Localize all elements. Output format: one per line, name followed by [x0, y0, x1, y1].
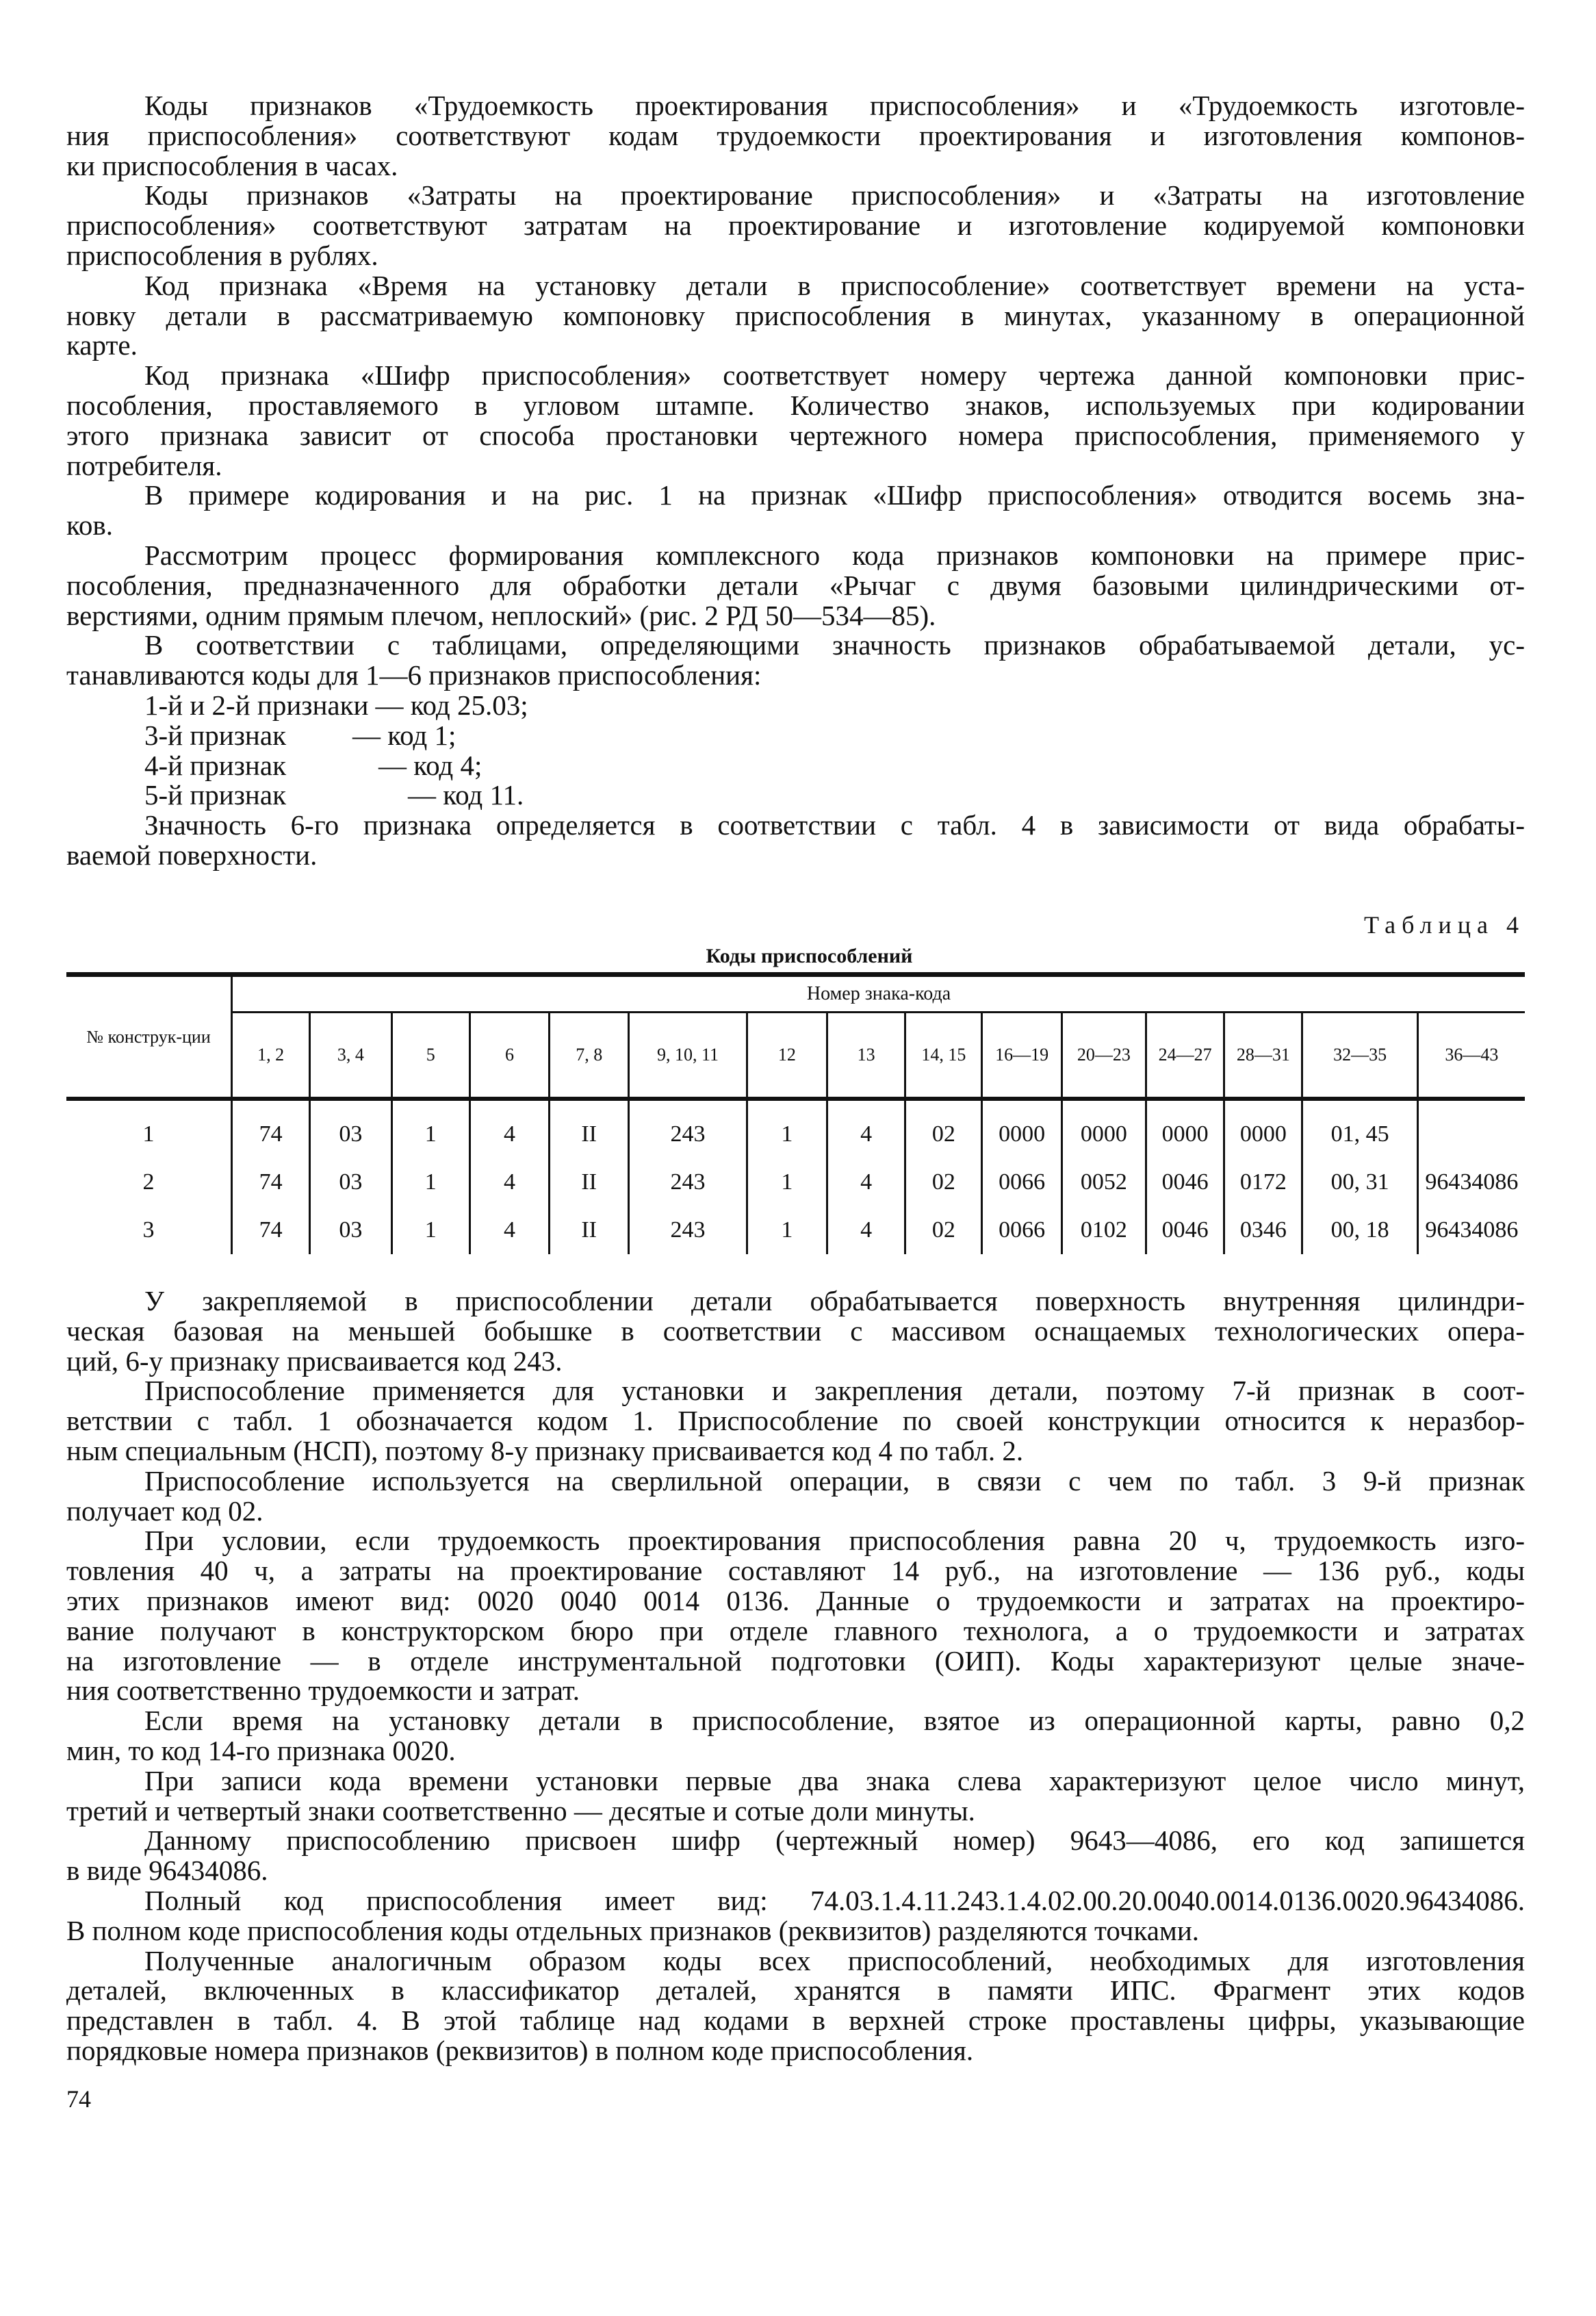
table-cell: 03: [310, 1099, 391, 1158]
table-cell: 4: [827, 1206, 905, 1254]
text-line: ций, 6-у признаку присваивается код 243.: [66, 1345, 563, 1377]
paragraph: [66, 1766, 1525, 1827]
table-cell: 1: [391, 1099, 469, 1158]
table-cell: 243: [629, 1099, 747, 1158]
text-line: потребителя.: [66, 449, 222, 481]
column-header: 7, 8: [550, 1013, 629, 1099]
text-line: ческая базовая на меньшей бобышке в соответствии с массивом оснащаемых технологических опера-: [66, 1314, 1525, 1347]
text-line: порядковые номера признаков (реквизитов) в полном коде приспособления.: [66, 2034, 974, 2066]
table-cell: 0000: [1224, 1099, 1302, 1158]
table-cell: 0000: [1146, 1099, 1224, 1158]
row-id: 1: [142, 1121, 155, 1147]
table-cell: II: [550, 1158, 629, 1206]
table-cell: 243: [629, 1206, 747, 1254]
paragraph: [66, 1376, 1525, 1466]
text-line: третий и четвертый знаки соответственно — десятые и сотые доли минуты.: [66, 1794, 975, 1827]
row-id: 2: [142, 1169, 155, 1195]
table-cell: 03: [310, 1206, 391, 1254]
code-label: 1-й и 2-й признаки: [144, 689, 369, 721]
text-line: Код признака «Шифр приспособления» соответствует номеру чертежа данной компоновки прис-: [144, 359, 1525, 392]
text-line: При условии, если трудоемкость проектирования приспособления равна 20 ч, трудоемкость изго-: [144, 1525, 1525, 1557]
paragraph: [66, 1706, 1525, 1766]
table-cell: 01, 45: [1302, 1099, 1417, 1158]
text-line: в виде 96434086.: [66, 1855, 268, 1887]
paragraph: [66, 271, 1525, 361]
paragraph: [66, 631, 1525, 691]
table-row: [66, 1206, 1525, 1254]
text-line: товления 40 ч, а затраты на проектирование составляют 14 руб., на изготовление — 136 руб., коды: [66, 1555, 1525, 1587]
code-value: — код 11.: [408, 779, 524, 811]
text-line: пособления, предназначенного для обработки детали «Рычаг с двумя базовыми цилиндрическими от-: [66, 569, 1525, 601]
table-cell: 4: [469, 1158, 549, 1206]
table-cell: 4: [827, 1099, 905, 1158]
text-line: В соответствии с таблицами, определяющими значность признаков обрабатываемой детали, ус-: [144, 629, 1525, 661]
table-cell: 0102: [1061, 1206, 1146, 1254]
text-line: ветствии с табл. 1 обозначается кодом 1. Приспособление по своей конструкции относится к неразбор-: [66, 1405, 1525, 1437]
column-header: 12: [747, 1013, 827, 1099]
table-cell: 74: [232, 1099, 310, 1158]
table-cell: 1: [747, 1206, 827, 1254]
row-id: 3: [142, 1217, 155, 1243]
table-cell: 0046: [1146, 1158, 1224, 1206]
paragraph: [66, 91, 1525, 181]
top-paragraphs: [66, 91, 1525, 691]
table-cell: 0046: [1146, 1206, 1224, 1254]
code-list-item: [66, 721, 1525, 751]
text-line: Если время на установку детали в приспособление, взятое из операционной карты, равно 0,2: [144, 1705, 1525, 1737]
table-cell: 03: [310, 1158, 391, 1206]
paragraph: [66, 1886, 1525, 1946]
table-cell: [1417, 1099, 1525, 1158]
paragraph: [66, 481, 1525, 541]
text-line: приспособления» соответствуют затратам на проектирование и изготовление кодируемой компоновки: [66, 209, 1525, 242]
column-header: 32—35: [1302, 1013, 1417, 1099]
text-line: деталей, включенных в классификатор деталей, хранятся в памяти ИПС. Фрагмент этих кодов: [66, 1974, 1525, 2007]
table-caption: Таблица 4: [1364, 911, 1525, 939]
text-line: пособления, проставляемого в угловом штампе. Количество знаков, используемых при кодировании: [66, 389, 1525, 421]
table-cell: 02: [905, 1099, 982, 1158]
paragraph: [66, 1286, 1525, 1376]
table-cell: II: [550, 1206, 629, 1254]
table-cell: 74: [232, 1206, 310, 1254]
text-line: ния приспособления» соответствуют кодам трудоемкости проектирования и изготовления компонов-: [66, 119, 1525, 151]
code-value: — код 1;: [352, 719, 456, 751]
text-line: новку детали в рассматриваемую компоновку приспособления в минутах, указанному в операционной: [66, 299, 1525, 331]
code-label: 5-й признак: [144, 779, 286, 811]
text-line: верстиями, одним прямым плечом, неплоский» (рис. 2 РД 50—534—85).: [66, 599, 936, 631]
paragraph: [66, 1946, 1525, 2066]
text-line: ным специальным (НСП), поэтому 8-у признаку присваивается код 4 по табл. 2.: [66, 1434, 1024, 1466]
table-cell: 96434086: [1417, 1206, 1525, 1254]
paragraph: [66, 181, 1525, 270]
code-label: 4-й признак: [144, 749, 286, 781]
table-cell: 0066: [982, 1206, 1061, 1254]
text-line: карте.: [66, 329, 138, 361]
code-value: — код 25.03;: [375, 689, 528, 721]
top-text-block: [66, 91, 1525, 871]
text-line: приспособления в рублях.: [66, 239, 378, 271]
text-line: этого признака зависит от способа простановки чертежного номера приспособления, применяемого у: [66, 419, 1525, 451]
page-number: 74: [66, 2085, 91, 2113]
paragraph: [66, 541, 1525, 631]
text-line: Значность 6-го признака определяется в соответствии с табл. 4 в зависимости от вида обрабаты-: [144, 809, 1525, 841]
table-cell: 96434086: [1417, 1158, 1525, 1206]
table-cell: II: [550, 1099, 629, 1158]
column-header: 9, 10, 11: [629, 1013, 747, 1099]
table-4: [66, 911, 1525, 1254]
table-row: [66, 1099, 1525, 1158]
table-cell: 1: [391, 1158, 469, 1206]
column-header: 20—23: [1061, 1013, 1146, 1099]
row-header: № конструк-ции: [66, 975, 232, 1099]
code-value: — код 4;: [378, 749, 482, 781]
code-label: 3-й признак: [144, 719, 286, 751]
column-header: 5: [391, 1013, 469, 1099]
column-header: 14, 15: [905, 1013, 982, 1099]
table-cell: 00, 31: [1302, 1158, 1417, 1206]
table-title: Коды приспособлений: [706, 945, 913, 967]
table-cell: 0066: [982, 1158, 1061, 1206]
text-line: Полный код приспособления имеет вид: 74.03.1.4.11.243.1.4.02.00.20.0040.0014.0136.0020.96434086.: [144, 1884, 1525, 1916]
table-cell: 4: [469, 1099, 549, 1158]
group-header: Номер знака-кода: [232, 975, 1525, 1013]
text-line: Коды признаков «Затраты на проектирование приспособления» и «Затраты на изготовление: [144, 179, 1525, 212]
column-header: 16—19: [982, 1013, 1061, 1099]
text-line: Код признака «Время на установку детали в приспособление» соответствует времени на уста-: [144, 269, 1525, 301]
text-line: У закрепляемой в приспособлении детали обрабатывается поверхность внутренняя цилиндри-: [144, 1285, 1525, 1316]
text-line: получает код 02.: [66, 1494, 263, 1527]
column-header: 36—43: [1417, 1013, 1525, 1099]
text-line: этих признаков имеют вид: 0020 0040 0014 0136. Данные о трудоемкости и затратах на проектиро-: [66, 1584, 1525, 1616]
text-line: Приспособление используется на сверлильной операции, в связи с чем по табл. 3 9-й признак: [144, 1464, 1525, 1497]
table-cell: 4: [827, 1158, 905, 1206]
table-cell: 74: [232, 1158, 310, 1206]
table-cell: 0000: [982, 1099, 1061, 1158]
paragraph: [66, 1826, 1525, 1886]
column-header: 1, 2: [232, 1013, 310, 1099]
table-cell: 0346: [1224, 1206, 1302, 1254]
codes-table: [66, 972, 1525, 1254]
column-header: 13: [827, 1013, 905, 1099]
table-cell: 0000: [1061, 1099, 1146, 1158]
table-cell: 02: [905, 1158, 982, 1206]
table-cell: 1: [747, 1099, 827, 1158]
paragraph: [66, 1466, 1525, 1527]
text-line: Коды признаков «Трудоемкость проектирования приспособления» и «Трудоемкость изготовле-: [144, 90, 1525, 121]
table-cell: 02: [905, 1206, 982, 1254]
table-cell: 1: [747, 1158, 827, 1206]
text-line: Данному приспособлению присвоен шифр (чертежный номер) 9643—4086, его код запишется: [144, 1824, 1525, 1857]
paragraph: [66, 361, 1525, 481]
table-cell: 4: [469, 1206, 549, 1254]
table-cell: 0172: [1224, 1158, 1302, 1206]
text-line: ния соответственно трудоемкости и затрат.: [66, 1675, 580, 1707]
text-line: представлен в табл. 4. В этой таблице над кодами в верхней строке проставлены цифры, указывающие: [66, 2005, 1525, 2037]
column-header: 24—27: [1146, 1013, 1224, 1099]
table-cell: 1: [391, 1206, 469, 1254]
text-line: вание получают в конструкторском бюро при отделе главного технолога, а о трудоемкости и затратах: [66, 1614, 1525, 1646]
table-row: [66, 1158, 1525, 1206]
text-line: Приспособление применяется для установки и закрепления детали, поэтому 7-й признак в соот-: [144, 1375, 1525, 1407]
text-line: Полученные аналогичным образом коды всех приспособлений, необходимых для изготовления: [144, 1944, 1525, 1976]
text-line: В полном коде приспособления коды отдельных признаков (реквизитов) разделяются точками.: [66, 1914, 1200, 1946]
code-list-item: [66, 780, 1525, 811]
text-line: на изготовление — в отделе инструментальной подготовки (ОИП). Коды характеризуют целые значе-: [66, 1644, 1525, 1677]
code-list-item: [66, 751, 1525, 781]
table-cell: 0052: [1061, 1158, 1146, 1206]
column-header: 28—31: [1224, 1013, 1302, 1099]
code-list-item: [66, 691, 1525, 721]
bottom-text-block: [66, 1286, 1525, 2066]
text-line: При записи кода времени установки первые два знака слева характеризуют целое число минут,: [144, 1764, 1525, 1796]
text-line: танавливаются коды для 1—6 признаков приспособления:: [66, 659, 762, 691]
code-list: [66, 691, 1525, 811]
column-header: 6: [469, 1013, 549, 1099]
text-line: ки приспособления в часах.: [66, 149, 398, 181]
table-cell: 243: [629, 1158, 747, 1206]
column-header: 3, 4: [310, 1013, 391, 1099]
text-line: В примере кодирования и на рис. 1 на признак «Шифр приспособления» отводится восемь зна-: [144, 479, 1525, 511]
paragraph: [66, 1526, 1525, 1706]
text-line: ков.: [66, 509, 113, 542]
after-list-paragraph: [66, 811, 1525, 871]
text-line: Рассмотрим процесс формирования комплексного кода признаков компоновки на примере прис-: [144, 539, 1525, 571]
table-cell: 00, 18: [1302, 1206, 1417, 1254]
text-line: ваемой поверхности.: [66, 839, 318, 871]
text-line: мин, то код 14-го признака 0020.: [66, 1734, 456, 1766]
